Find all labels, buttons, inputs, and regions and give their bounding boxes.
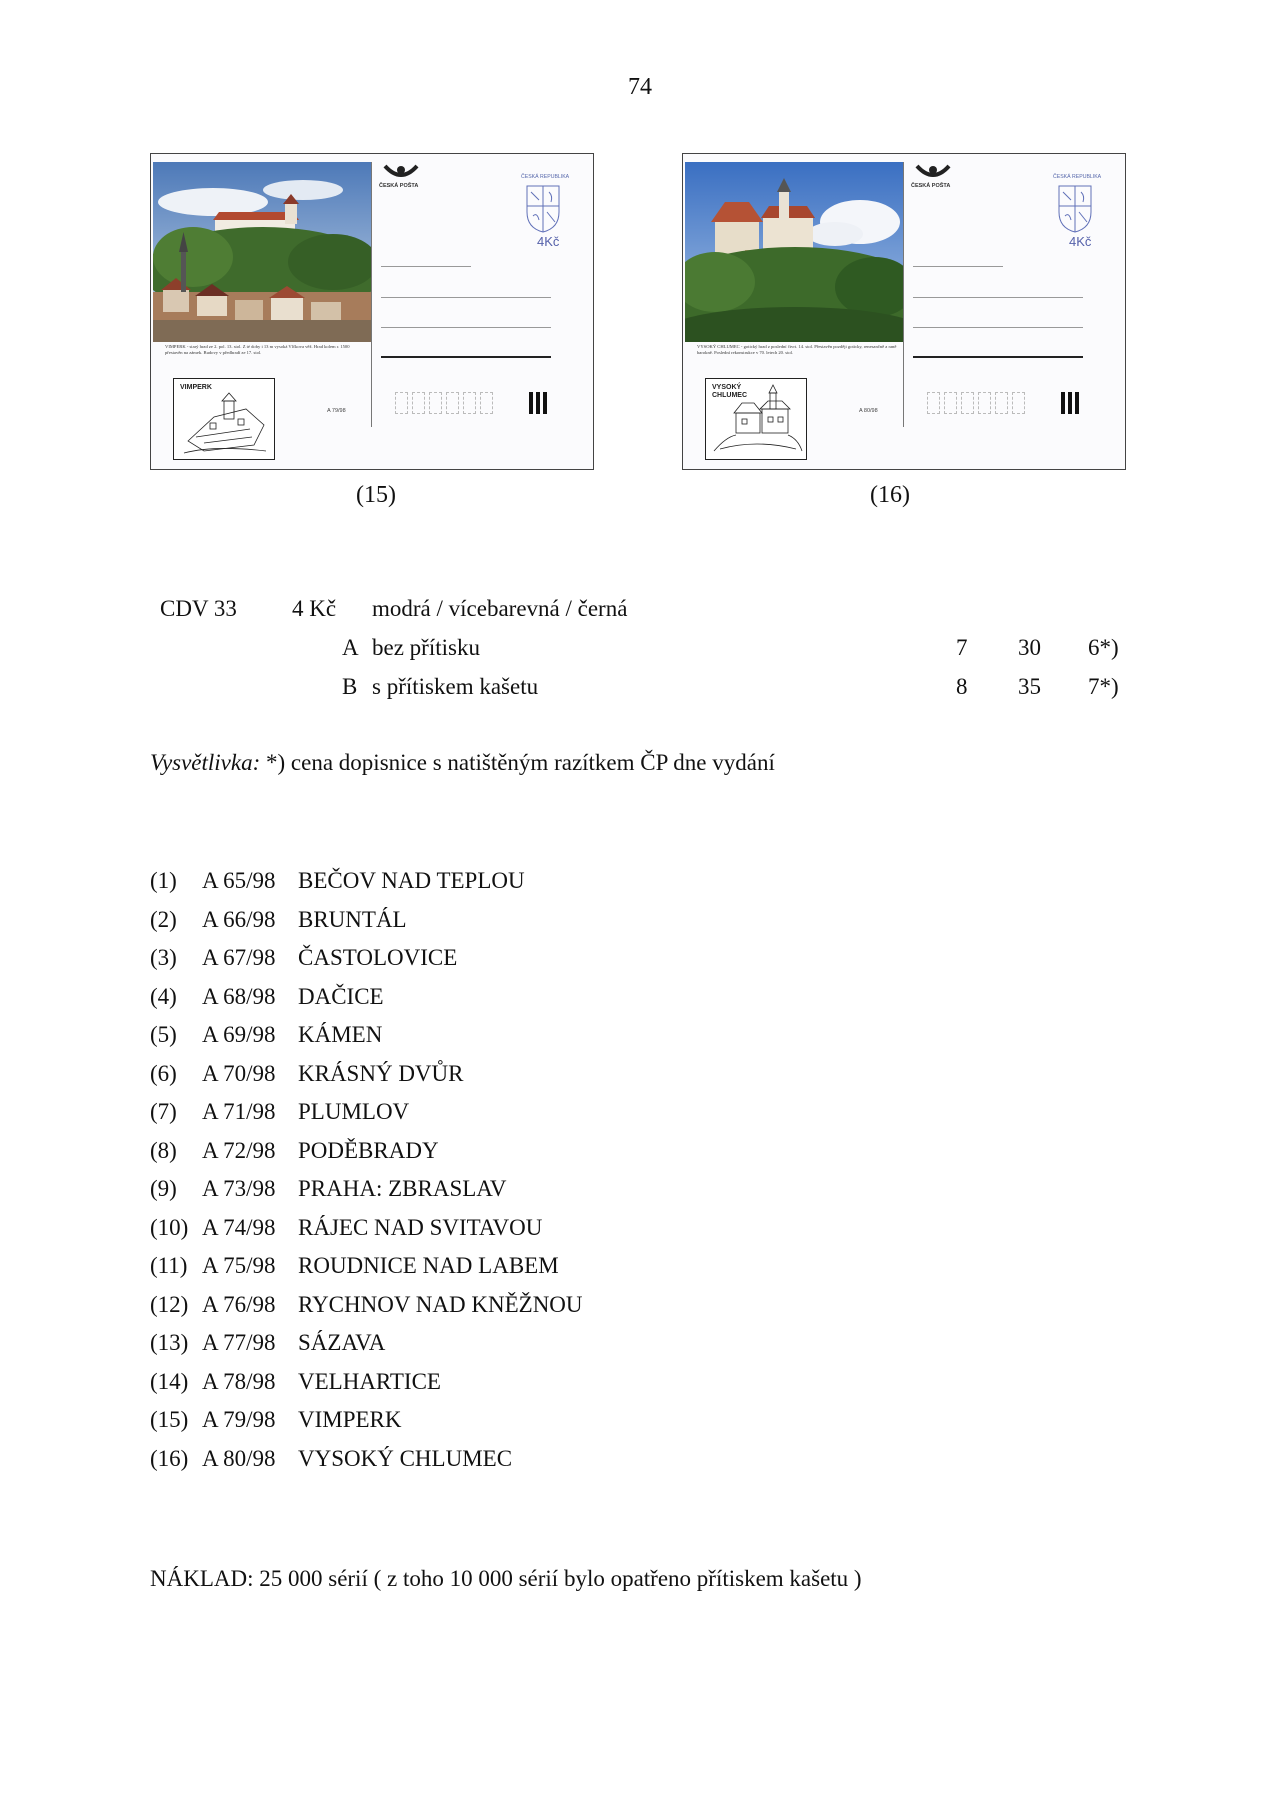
address-line xyxy=(913,266,1003,267)
sketch-label: VIMPERK xyxy=(180,384,212,391)
variant-desc: bez přítisku xyxy=(372,635,480,660)
list-item xyxy=(150,1132,583,1171)
postcard-vysoky-chlumec xyxy=(682,153,1126,470)
list-item-number: (2) xyxy=(150,906,177,932)
address-line xyxy=(381,327,551,328)
stamp-country: ČESKÁ REPUBLIKA xyxy=(521,174,570,180)
list-item-code: A 77/98 xyxy=(202,1330,276,1355)
list-item-code: A 68/98 xyxy=(202,983,276,1009)
list-item-code: A 70/98 xyxy=(202,1060,276,1086)
variant-price-3: 7*) xyxy=(1088,674,1119,699)
footnote-text: *) cena dopisnice s natištěným razítkem ČP dne vydání xyxy=(260,750,775,775)
barcode-marks xyxy=(529,392,547,414)
catalog-code: CDV 33 xyxy=(160,596,237,621)
list-item xyxy=(150,1247,583,1286)
list-item-name: DAČICE xyxy=(298,983,384,1009)
catalog-value: 4 Kč xyxy=(292,596,337,621)
list-item-code: A 80/98 xyxy=(202,1445,276,1471)
posta-name: ČESKÁ POŠTA xyxy=(911,183,951,189)
figure-label-16: (16) xyxy=(870,482,910,508)
figure-label-15: (15) xyxy=(356,482,396,508)
address-line xyxy=(913,297,1083,298)
list-item-code: A 65/98 xyxy=(202,868,276,893)
list-item-name: VELHARTICE xyxy=(298,1368,441,1394)
list-item-name: KRÁSNÝ DVŮR xyxy=(298,1060,464,1086)
list-item-number: (1) xyxy=(150,868,177,893)
variant-price-1: 7 xyxy=(956,635,968,660)
list-item-name: ROUDNICE NAD LABEM xyxy=(298,1253,559,1278)
stamp-value: 4Kč xyxy=(537,234,560,249)
card-code: A 80/98 xyxy=(859,408,878,414)
list-item-code: A 67/98 xyxy=(202,945,276,970)
footnote-label: Vysvětlivka: xyxy=(150,750,261,775)
stamp-value: 4Kč xyxy=(1069,234,1092,249)
list-item-number: (14) xyxy=(150,1368,189,1394)
card-caption: VIMPERK - starý hrad ze 2. pol. 13. stol. Z té doby i 13 m vysoká Vlčkova věž. Hrad kolem r. 1500 přestavěn na zámek. Budovy v předhradí ze 17. stol. xyxy=(165,344,350,355)
list-item-number: (3) xyxy=(150,945,177,970)
list-item-number: (5) xyxy=(150,1022,177,1047)
list-item-name: RYCHNOV NAD KNĚŽNOU xyxy=(298,1291,583,1317)
variant-price-2: 30 xyxy=(1018,635,1041,660)
list-item-code: A 79/98 xyxy=(202,1407,276,1432)
photo-vimperk xyxy=(153,162,371,342)
list-item-number: (9) xyxy=(150,1176,177,1201)
card-caption: VYSOKÝ CHLUMEC - gotický hrad z poslední čtvrt. 14. stol. Přestavěn později goticky, renesančně a raně barokně. Poslední rekonstrukce v 70. letech 20. stol. xyxy=(697,344,897,355)
list-item-number: (13) xyxy=(150,1330,189,1355)
list-item-name: ČASTOLOVICE xyxy=(298,945,458,970)
stamp-country: ČESKÁ REPUBLIKA xyxy=(1053,174,1102,180)
sketch-stamp-vimperk xyxy=(173,378,275,460)
list-item xyxy=(150,862,583,901)
list-item-number: (11) xyxy=(150,1253,188,1278)
posta-name: ČESKÁ POŠTA xyxy=(379,183,419,189)
list-item-name: KÁMEN xyxy=(298,1022,383,1047)
list-item xyxy=(150,1363,583,1402)
list-item xyxy=(150,1401,583,1440)
list-item xyxy=(150,1324,583,1363)
list-item-number: (4) xyxy=(150,983,177,1009)
list-item-name: BEČOV NAD TEPLOU xyxy=(298,868,525,893)
list-item-name: PRAHA: ZBRASLAV xyxy=(298,1176,507,1201)
card-divider xyxy=(371,162,372,427)
list-item-number: (12) xyxy=(150,1291,189,1317)
address-line xyxy=(381,356,551,358)
variant-desc: s přítiskem kašetu xyxy=(372,674,539,699)
card-list xyxy=(150,862,583,1478)
address-line xyxy=(913,327,1083,328)
variant-letter: B xyxy=(342,674,358,699)
list-item-name: VIMPERK xyxy=(298,1407,402,1432)
catalog-colors: modrá / vícebarevná / černá xyxy=(372,596,628,621)
card-code: A 79/98 xyxy=(327,408,346,414)
card-divider xyxy=(903,162,904,427)
sketch-stamp-vysoky-chlumec xyxy=(705,378,807,460)
coat-of-arms-icon xyxy=(523,182,563,234)
variant-price-3: 6*) xyxy=(1088,635,1119,660)
list-item-code: A 76/98 xyxy=(202,1291,276,1317)
address-line xyxy=(381,297,551,298)
list-item xyxy=(150,1286,583,1325)
list-item-name: PLUMLOV xyxy=(298,1099,410,1124)
list-item-code: A 73/98 xyxy=(202,1176,276,1201)
postcard-vimperk xyxy=(150,153,594,470)
list-item xyxy=(150,1209,583,1248)
list-item-name: BRUNTÁL xyxy=(298,906,407,932)
list-item-code: A 66/98 xyxy=(202,906,276,932)
list-item-code: A 72/98 xyxy=(202,1137,276,1163)
sketch-label: VYSOKÝ CHLUMEC xyxy=(712,384,747,399)
list-item xyxy=(150,939,583,978)
list-item-number: (16) xyxy=(150,1445,189,1471)
list-item-name: RÁJEC NAD SVITAVOU xyxy=(298,1214,543,1240)
list-item-name: VYSOKÝ CHLUMEC xyxy=(298,1445,513,1471)
posthorn-icon xyxy=(381,162,421,182)
postal-code-boxes xyxy=(395,392,493,414)
list-item xyxy=(150,901,583,940)
list-item-number: (10) xyxy=(150,1214,189,1240)
list-item-number: (15) xyxy=(150,1407,189,1432)
address-line xyxy=(381,266,471,267)
list-item-number: (7) xyxy=(150,1099,177,1124)
list-item xyxy=(150,1440,583,1479)
variant-price-2: 35 xyxy=(1018,674,1041,699)
list-item-code: A 69/98 xyxy=(202,1022,276,1047)
list-item-code: A 75/98 xyxy=(202,1253,276,1278)
variant-price-1: 8 xyxy=(956,674,968,699)
posthorn-icon xyxy=(913,162,953,182)
photo-vysoky-chlumec xyxy=(685,162,903,342)
barcode-marks xyxy=(1061,392,1079,414)
footnote xyxy=(150,750,775,776)
list-item-name: SÁZAVA xyxy=(298,1330,386,1355)
page-number: 74 xyxy=(628,74,652,100)
list-item xyxy=(150,1055,583,1094)
list-item-code: A 78/98 xyxy=(202,1368,276,1394)
list-item xyxy=(150,1016,583,1055)
variant-letter: A xyxy=(342,635,359,660)
list-item xyxy=(150,1093,583,1132)
print-run: NÁKLAD: 25 000 sérií ( z toho 10 000 sérií bylo opatřeno přítiskem kašetu ) xyxy=(150,1566,862,1591)
coat-of-arms-icon xyxy=(1055,182,1095,234)
address-line xyxy=(913,356,1083,358)
list-item-code: A 71/98 xyxy=(202,1099,276,1124)
list-item-number: (8) xyxy=(150,1137,177,1163)
list-item xyxy=(150,978,583,1017)
list-item xyxy=(150,1170,583,1209)
postal-code-boxes xyxy=(927,392,1025,414)
list-item-number: (6) xyxy=(150,1060,177,1086)
list-item-name: PODĚBRADY xyxy=(298,1137,439,1163)
list-item-code: A 74/98 xyxy=(202,1214,276,1240)
